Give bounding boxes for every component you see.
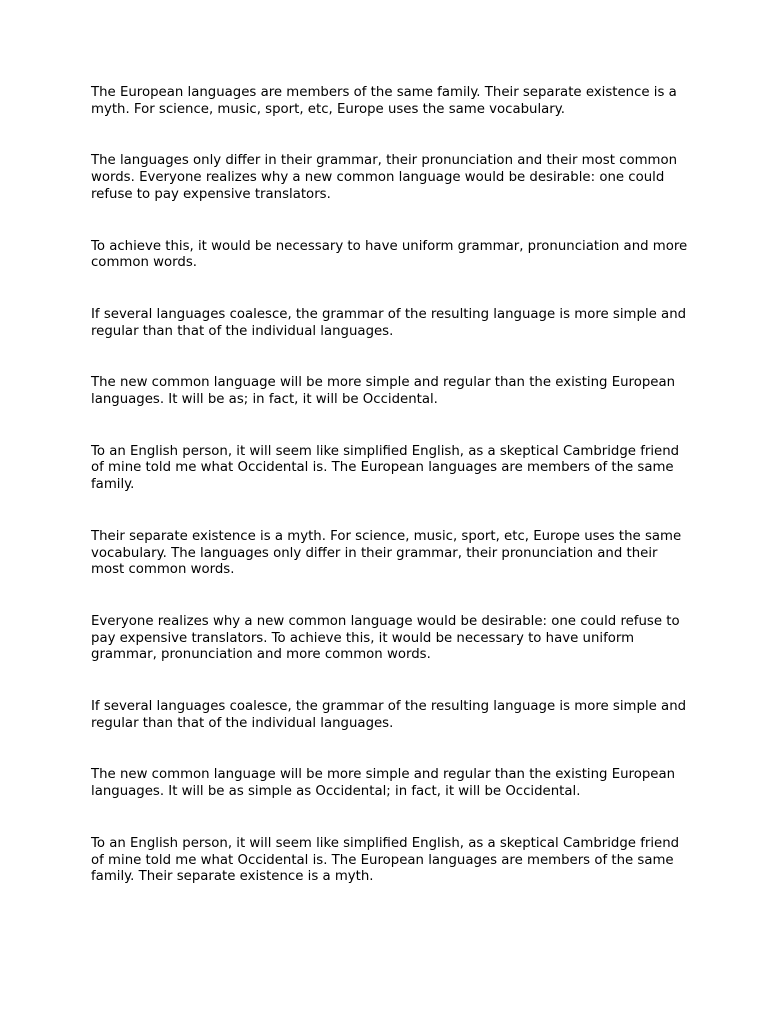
paragraph-5: The new common language will be more simple and regular than the existing European languages. It will be as; in fact, it will be Occidental. xyxy=(91,375,676,408)
paragraph-10: The new common language will be more simple and regular than the existing European languages. It will be as simple as Occidental; in fact, it will be Occidental. xyxy=(91,767,676,800)
paragraph-1: The European languages are members of the same family. Their separate existence is a myth. For science, music, sport, etc, Europe uses the same vocabulary. xyxy=(91,85,677,117)
paragraph-6: To an English person, it will seem like simplified English, as a skeptical Cambridge friend of mine told me what Occidental is. The European languages are members of the same family. xyxy=(91,443,680,493)
paragraph-2: The languages only differ in their grammar, their pronunciation and their most common words. Everyone realizes why a new common language would be desirable: one could refuse to pay expensive translators. xyxy=(91,153,678,202)
paragraph-3: To achieve this, it would be necessary to have uniform grammar, pronunciation and more common words. xyxy=(91,238,688,271)
paragraph-4: If several languages coalesce, the grammar of the resulting language is more simple and regular than that of the individual languages. xyxy=(91,306,687,339)
paragraph-9: If several languages coalesce, the grammar of the resulting language is more simple and regular than that of the individual languages. xyxy=(91,699,687,731)
paragraph-8: Everyone realizes why a new common language would be desirable: one could refuse to pay expensive translators. To achieve this, it would be necessary to have uniform grammar, pronunciation and more common words. xyxy=(91,613,680,663)
paragraph-11: To an English person, it will seem like simplified English, as a skeptical Cambridge friend of mine told me what Occidental is. The European languages are members of the same family. Their separate existence is a myth. xyxy=(91,835,680,885)
paragraph-7: Their separate existence is a myth. For science, music, sport, etc, Europe uses the same vocabulary. The languages only differ in their grammar, their pronunciation and their most common words. xyxy=(91,528,682,578)
document-page xyxy=(91,85,691,886)
